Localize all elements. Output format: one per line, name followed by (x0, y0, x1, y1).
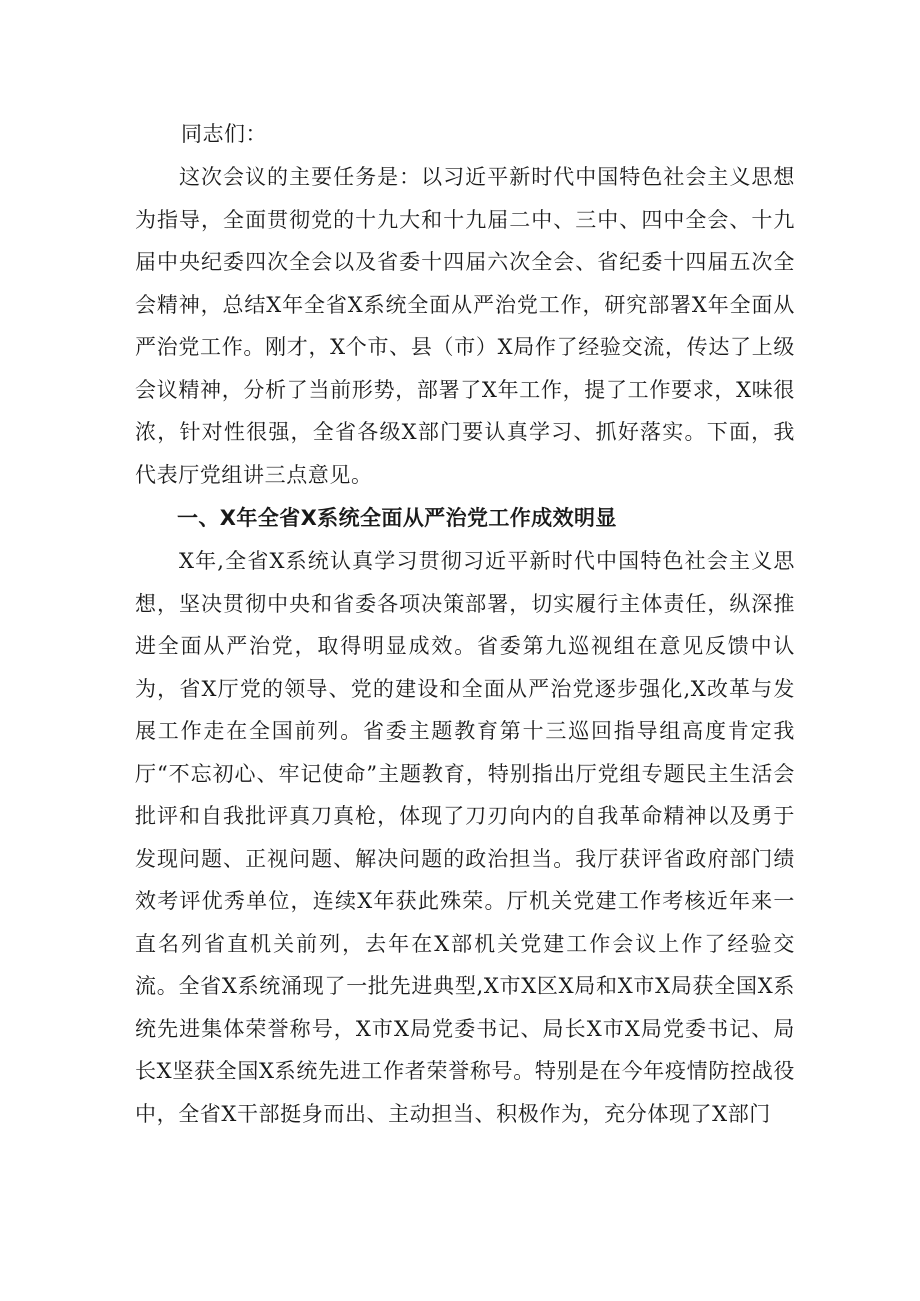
section-heading: 一、X年全省X系统全面从严治党工作成效明显 (177, 506, 617, 530)
salutation: 同志们： (181, 122, 267, 146)
section-paragraph: X年,全省X系统认真学习贯彻习近平新时代中国特色社会主义思想，坚决贯彻中央和省委各项决策部署，切实履行主体责任，纵深推进全面从严治党，取得明显成效。省委第九巡视组在意见反馈中认为，省X厅党的领导、党的建设和全面从严治党逐步强化,X改革与发展工作走在全国前列。省委主题教育第十三巡回指导组高度肯定我厅“不忘初心、牢记使命”主题教育，特别指出厅党组专题民主生活会批评和自我批评真刀真枪，体现了刀刃向内的自我革命精神以及勇于发现问题、正视问题、解决问题的政治担当。我厅获评省政府部门绩效考评优秀单位，连续X年获此殊荣。厅机关党建工作考核近年来一直名列省直机关前列，去年在X部机关党建工作会议上作了经验交流。全省X系统涌现了一批先进典型,X市X区X局和X市X局获全国X系统先进集体荣誉称号，X市X局党委书记、局长X市X局党委书记、局长X坚获全国X系统先进工作者荣誉称号。特别是在今年疫情防控战役中，全省X干部挺身而出、主动担当、积极作为，充分体现了X部门 (135, 549, 795, 1126)
intro-paragraph: 这次会议的主要任务是：以习近平新时代中国特色社会主义思想为指导，全面贯彻党的十九大和十九届二中、三中、四中全会、十九届中央纪委四次全会以及省委十四届六次全会、省纪委十四届五次全会精神，总结X年全省X系统全面从严治党工作，研究部署X年全面从严治党工作。刚才，X个市、县（市）X局作了经验交流，传达了上级会议精神，分析了当前形势，部署了X年工作，提了工作要求，X味很浓，针对性很强，全省各级X部门要认真学习、抓好落实。下面，我代表厅党组讲三点意见。 (135, 165, 795, 487)
document-body (135, 112, 795, 1135)
